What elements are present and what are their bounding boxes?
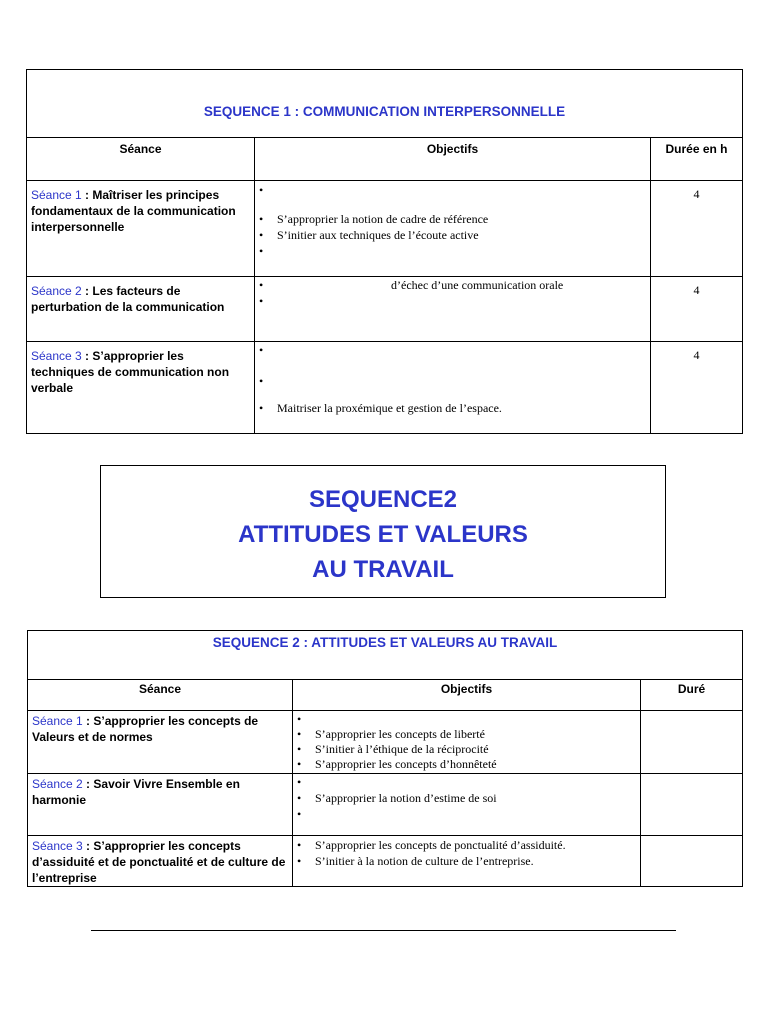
list-item: • S’approprier les concepts de liberté	[297, 727, 485, 741]
list-item: • d’échec d’une communication orale	[259, 278, 564, 292]
list-item: • Maitriser la proxémique et gestion de l’espace.	[259, 401, 502, 415]
table-row	[28, 836, 743, 887]
seance-number: Séance 1	[32, 714, 83, 728]
seance-title: Savoir Vivre Ensemble en harmonie	[32, 777, 240, 807]
seance-title: S’approprier les concepts de Valeurs et de normes	[32, 714, 259, 744]
list-item: • S’approprier les concepts d’honnêteté	[297, 757, 497, 771]
seance-number: Séance 1	[31, 188, 82, 202]
sequence-1-title: SEQUENCE 1 : COMMUNICATION INTERPERSONNELLE	[203, 104, 566, 119]
table-row	[28, 774, 743, 836]
duration-cell	[641, 711, 743, 774]
list-item: • S’initier à l’éthique de la réciprocité	[297, 742, 489, 756]
objectives-cell	[255, 181, 651, 277]
seance-number: Séance 2	[32, 777, 83, 791]
list-item: • S’initier à la notion de culture de l’entreprise.	[297, 854, 534, 868]
table-row	[27, 342, 743, 434]
column-header-duree: Durée en h	[651, 138, 743, 181]
banner-line-2: ATTITUDES ET VALEURS	[238, 521, 528, 548]
table-row	[28, 711, 743, 774]
seance-cell: Séance 2 : Savoir Vivre Ensemble en harmonie	[28, 774, 293, 836]
list-item: •	[259, 374, 264, 388]
list-item: • S’initier aux techniques de l’écoute active	[259, 228, 479, 242]
sequence-2-banner	[100, 465, 666, 598]
banner-line-1: SEQUENCE2	[308, 486, 458, 513]
duration-cell: 4	[651, 342, 743, 434]
banner-line-3: AU TRAVAIL	[312, 556, 454, 583]
table-row	[27, 277, 743, 342]
duration-cell	[641, 774, 743, 836]
objectives-cell	[255, 342, 651, 434]
objectives-cell	[293, 711, 641, 774]
table-row	[27, 181, 743, 277]
list-item: •	[297, 775, 302, 789]
footer-divider	[91, 930, 676, 931]
list-item: •	[259, 244, 264, 258]
sequence-2-title: SEQUENCE 2 : ATTITUDES ET VALEURS AU TRAVAIL	[212, 635, 558, 650]
seance-number: Séance 2	[31, 284, 82, 298]
sequence-2-table	[27, 630, 743, 887]
list-item: •	[259, 294, 264, 308]
seance-title: S’approprier les concepts d’assiduité et de ponctualité et de culture de l’entreprise	[32, 839, 286, 885]
objectives-cell	[293, 774, 641, 836]
column-header-objectifs: Objectifs	[255, 138, 651, 181]
seance-title: S’approprier les techniques de communication non verbale	[31, 349, 230, 395]
seance-cell: Séance 3 : S’approprier les techniques de communication non verbale	[27, 342, 255, 434]
column-header-duree: Duré	[641, 680, 743, 711]
list-item: • S’approprier la notion de cadre de référence	[259, 212, 489, 226]
objectives-cell	[293, 836, 641, 887]
seance-cell: Séance 1 : Maîtriser les principes fondamentaux de la communication interpersonnelle	[27, 181, 255, 277]
duration-cell: 4	[651, 181, 743, 277]
list-item: • S’approprier la notion d’estime de soi	[297, 791, 497, 805]
list-item: •	[297, 807, 302, 821]
seance-title: Les facteurs de perturbation de la communication	[31, 284, 225, 314]
seance-cell: Séance 2 : Les facteurs de perturbation de la communication	[27, 277, 255, 342]
list-item: •	[259, 183, 264, 197]
duration-cell: 4	[651, 277, 743, 342]
list-item: • S’approprier les concepts de ponctualité d’assiduité.	[297, 838, 566, 852]
seance-cell: Séance 3 : S’approprier les concepts d’assiduité et de ponctualité et de culture de l’entreprise	[28, 836, 293, 887]
duration-cell	[641, 836, 743, 887]
column-header-seance: Séance	[27, 138, 255, 181]
sequence-1-table	[26, 69, 743, 434]
objectives-cell	[255, 277, 651, 342]
column-header-objectifs: Objectifs	[293, 680, 641, 711]
list-item: •	[297, 712, 302, 726]
table-title	[28, 631, 743, 680]
table-title	[27, 70, 743, 138]
seance-cell: Séance 1 : S’approprier les concepts de Valeurs et de normes	[28, 711, 293, 774]
seance-number: Séance 3	[32, 839, 83, 853]
column-header-seance: Séance	[28, 680, 293, 711]
seance-title: Maîtriser les principes fondamentaux de la communication interpersonnelle	[31, 188, 236, 234]
seance-number: Séance 3	[31, 349, 82, 363]
list-item: •	[259, 343, 264, 357]
